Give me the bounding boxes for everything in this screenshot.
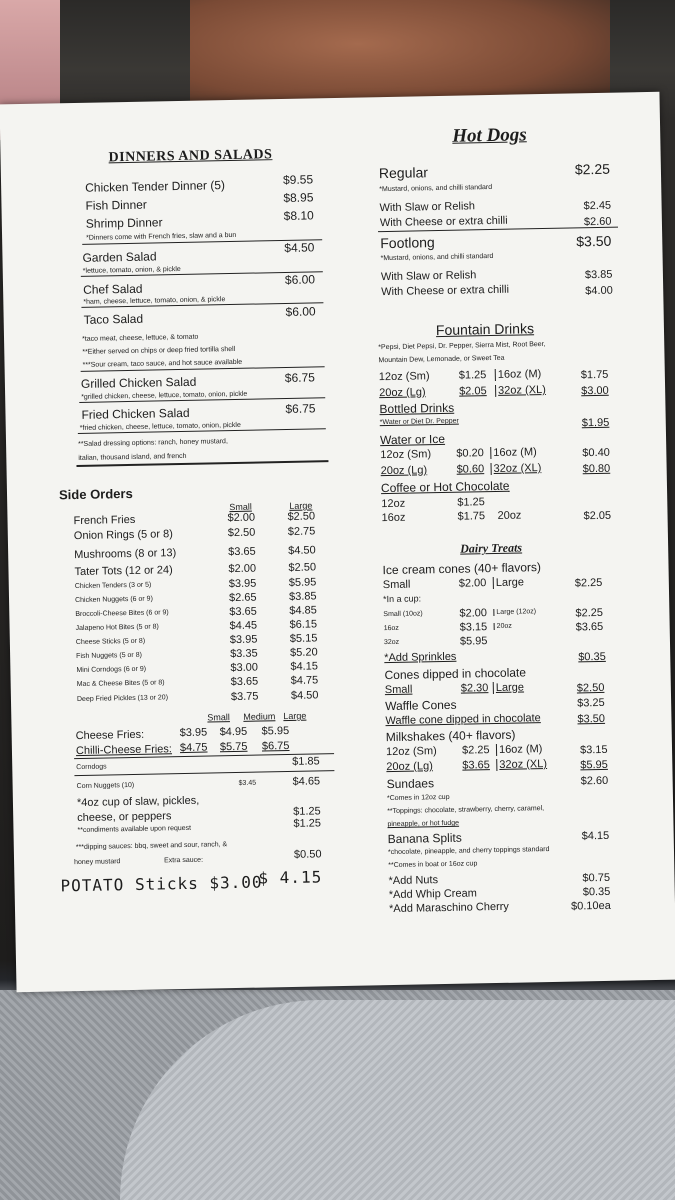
size-label: Small (10oz) [383, 610, 423, 619]
side-item-small-price: $2.65 [228, 591, 257, 605]
side-item-name: French Fries [73, 513, 136, 528]
menu-item-price: $3.95 [179, 726, 208, 740]
menu-item-price: $2.00 [458, 577, 487, 590]
menu-item-price: $4.00 [585, 284, 613, 298]
menu-item-name: *Add Sprinkles [384, 650, 457, 665]
side-item-large-price: $4.50 [290, 689, 319, 702]
size-label: 20oz (Lg) [386, 760, 433, 774]
side-item-small-price: $3.75 [230, 690, 259, 704]
menu-item-price: $0.60 [456, 463, 485, 476]
menu-item-price: $6.00 [285, 304, 316, 319]
side-item-name: Fish Nuggets (5 or 8) [76, 651, 142, 661]
menu-item-price: $1.25 [457, 496, 485, 509]
size-label: 12oz (Sm) [385, 745, 437, 759]
side-item-name: Onion Rings (5 or 8) [73, 528, 173, 543]
menu-item-price: $1.25 [458, 369, 487, 382]
side-item-large-price: $5.15 [289, 632, 318, 645]
size-label: 32oz (XL) [491, 462, 542, 475]
col-header-medium: Medium [243, 711, 276, 722]
menu-item-name: *Add Whip Cream [388, 887, 477, 902]
size-label: 16oz (M) [490, 446, 537, 459]
menu-item-name: Waffle Cones [385, 697, 457, 714]
menu-item-price: $3.65 [462, 759, 490, 772]
side-item-name: Mini Corndogs (6 or 9) [76, 665, 147, 675]
menu-item-price: $1.85 [292, 755, 320, 768]
menu-item-price: $2.25 [574, 160, 611, 178]
fountain-title: Fountain Drinks [435, 320, 535, 339]
side-item-small-price: $3.65 [229, 605, 257, 619]
menu-item-name: Shrimp Dinner [85, 215, 163, 231]
honey-mustard: honey mustard [74, 858, 121, 867]
size-label: Small [382, 578, 411, 592]
side-item-name: Tater Tots (12 or 24) [74, 564, 173, 579]
item-note: ***Sour cream, taco sauce, and hot sauce available [82, 358, 243, 369]
menu-item-name: Water or Ice [379, 431, 446, 448]
menu-item-name: Chef Salad [82, 281, 143, 297]
side-item-large-price: $4.85 [289, 604, 317, 617]
side-item-small-price: $2.50 [227, 526, 256, 540]
side-item-small-price: $3.00 [230, 661, 259, 675]
item-note: *taco meat, cheese, lettuce, & tomato [81, 333, 199, 343]
cup-line: *4oz cup of slaw, pickles, [76, 794, 200, 810]
size-label: Large [493, 576, 524, 589]
menu-item-name: *Add Nuts [388, 874, 439, 888]
menu-item-price: $6.00 [284, 272, 316, 287]
menu-item-price: $2.30 [460, 682, 489, 695]
menu-item-price: $2.25 [574, 576, 603, 590]
menu-item-price: $0.35 [578, 650, 606, 664]
menu-item-price: $3.15 [579, 743, 608, 757]
menu-item-name: Regular [378, 164, 429, 182]
menu-item-name: With Cheese or extra chilli [381, 283, 510, 299]
side-item-small-price: $3.65 [230, 675, 259, 689]
menu-item-price: $0.10ea [570, 899, 611, 913]
menu-item-name: Grilled Chicken Salad [80, 374, 197, 391]
menu-item-price: $6.75 [284, 370, 316, 385]
menu-item-price: $2.05 [583, 509, 612, 523]
size-label: 32oz (XL) [496, 758, 547, 771]
menu-item-name: Ice cream cones (40+ flavors) [382, 560, 542, 578]
side-item-large-price: $4.75 [290, 674, 319, 687]
menu-item-price: $0.75 [582, 871, 611, 885]
col-header-large: Large [289, 500, 313, 511]
menu-item-price: $8.95 [283, 190, 314, 205]
item-note: *Water or Diet Dr. Pepper [379, 417, 459, 427]
extra-sauce-label: Extra sauce: [164, 856, 204, 865]
menu-item-name: Chilli-Cheese Fries: [75, 743, 173, 758]
side-item-small-price: $2.00 [227, 511, 256, 525]
dinner-note: *Dinners come with French fries, slaw and a bun [86, 231, 237, 242]
item-note: pineapple, or hot fudge [387, 819, 460, 829]
condiments-note: **condiments available upon request [77, 824, 192, 835]
menu-item-name: Taco Salad [83, 311, 144, 327]
menu-item-price: $1.75 [457, 510, 486, 523]
menu-item-price: $0.80 [582, 462, 611, 476]
menu-item-price: $1.75 [580, 368, 609, 382]
side-item-large-price: $5.20 [290, 646, 318, 659]
menu-item-price: $4.95 [219, 725, 248, 739]
size-label: Small [384, 683, 413, 697]
side-item-name: Mac & Cheese Bites (5 or 8) [76, 679, 165, 689]
menu-item-price: $1.25 [293, 817, 322, 830]
menu-item-price: $0.50 [293, 848, 322, 861]
dinners-title: DINNERS AND SALADS [108, 147, 273, 166]
menu-item-name: Banana Splits [387, 830, 462, 847]
side-item-small-price: $4.45 [229, 619, 258, 633]
item-note: *grilled chicken, cheese, lettuce, tomato, onion, pickle [81, 390, 248, 401]
side-item-large-price: $2.50 [287, 510, 316, 523]
menu-item-name: Bottled Drinks [379, 400, 455, 417]
menu-item-price: $0.40 [582, 446, 610, 460]
size-label: 12oz (Sm) [380, 448, 432, 462]
side-item-name: Chicken Tenders (3 or 5) [74, 581, 152, 591]
size-label: 32oz [383, 638, 400, 647]
size-label: Large [493, 681, 524, 694]
side-item-large-price: $5.95 [288, 576, 317, 589]
menu-item-price: $3.85 [584, 268, 613, 282]
side-item-name: Cheese Sticks (5 or 8) [75, 637, 146, 647]
menu-item-price: $5.95 [580, 758, 608, 772]
menu-item-name: Corndogs [76, 763, 107, 772]
menu-item-name: Sundaes [386, 776, 435, 792]
side-orders-title: Side Orders [58, 485, 133, 503]
menu-item-price: $1.25 [293, 805, 321, 818]
menu-item-price: $6.75 [285, 401, 316, 416]
item-note: **Comes in boat or 16oz cup [388, 860, 478, 870]
menu-item-name: *Add Maraschino Cherry [388, 900, 509, 916]
menu-item-price: $9.55 [282, 172, 314, 187]
menu-item-price: $3.50 [576, 232, 612, 250]
side-item-name: Deep Fried Pickles (13 or 20) [76, 694, 169, 704]
item-note: *chocolate, pineapple, and cherry toppings standard [387, 845, 550, 857]
size-label: 12oz (Sm) [378, 370, 430, 384]
menu-item-name: Fried Chicken Salad [81, 405, 190, 422]
dressing-note: italian, thousand island, and french [78, 452, 187, 462]
menu-item-name: Cones dipped in chocolate [384, 665, 527, 683]
menu-item-price: $6.75 [261, 739, 290, 753]
menu-item-name: Cheese Fries: [75, 728, 145, 743]
menu-item-price: $5.95 [459, 635, 488, 648]
size-label: 16oz (M) [495, 368, 542, 381]
menu-item-price: $5.95 [261, 724, 290, 738]
dairy-title: Dairy Treats [460, 540, 523, 556]
side-item-large-price: $2.75 [287, 525, 316, 538]
item-note: *Mustard, onions, and chilli standard [379, 183, 493, 194]
size-label: 20oz (Lg) [379, 386, 426, 400]
menu-item-price: $5.75 [219, 740, 248, 754]
menu-sheet [0, 92, 675, 993]
menu-item-name: Garden Salad [82, 249, 157, 265]
size-label: 16oz [381, 511, 406, 525]
menu-item-price: $1.95 [581, 416, 610, 430]
col-header-large: Large [283, 710, 307, 722]
menu-item-price: $3.45 [238, 779, 257, 787]
menu-item-price: $3.00 [581, 384, 609, 398]
menu-item-name: Waffle cone dipped in chocolate [385, 712, 541, 728]
item-note: *Pepsi, Diet Pepsi, Dr. Pepper, Sierra Mist, Root Beer, [378, 340, 546, 352]
menu-item-price: $4.65 [292, 775, 321, 788]
size-label: 20oz (Lg) [380, 464, 428, 478]
size-label: 16oz [383, 624, 399, 633]
dressing-note: **Salad dressing options: ranch, honey mustard, [78, 438, 228, 448]
side-item-name: Broccoli-Cheese Bites (6 or 9) [75, 609, 169, 619]
menu-item-name: With Slaw or Relish [380, 269, 477, 284]
side-item-large-price: $3.85 [288, 590, 317, 603]
side-item-small-price: $3.95 [229, 633, 258, 647]
menu-item-name: Corn Nuggets (10) [76, 781, 135, 791]
size-label: 20oz [494, 623, 512, 630]
side-item-large-price: $4.50 [288, 544, 316, 557]
menu-item-name: Fish Dinner [85, 197, 147, 213]
item-note: *lettuce, tomato, onion, & pickle [82, 265, 181, 275]
side-item-name: Jalapeno Hot Bites (5 or 8) [75, 623, 159, 633]
menu-item-name: With Slaw or Relish [379, 200, 476, 215]
menu-item-price: $8.10 [283, 208, 314, 223]
side-item-small-price: $2.00 [228, 562, 257, 576]
menu-item-price: $2.60 [580, 774, 609, 788]
menu-item-price: $4.50 [284, 240, 315, 255]
col-header-small: Small [207, 712, 230, 723]
handwritten-price: $ 4.15 [258, 867, 323, 888]
menu-item-price: $2.25 [575, 606, 604, 620]
item-note: **Either served on chips or deep fried tortilla shell [82, 345, 236, 356]
side-item-large-price: $6.15 [289, 618, 318, 631]
menu-item-price: $3.15 [459, 621, 488, 634]
size-label: 16oz (M) [496, 743, 543, 756]
menu-item-price: $3.50 [577, 712, 606, 726]
size-label: 32oz (XL) [495, 384, 546, 397]
item-note: *Comes in 12oz cup [386, 793, 450, 803]
item-note: *Mustard, onions, and chilli standard [380, 252, 494, 263]
size-label: 20oz [497, 509, 522, 522]
side-item-large-price: $2.50 [288, 561, 317, 574]
menu-item-name: Chicken Tender Dinner (5) [85, 178, 226, 195]
menu-item-price: $2.60 [583, 215, 612, 229]
hot-dogs-title: Hot Dogs [452, 124, 527, 147]
side-item-large-price: $4.15 [290, 660, 319, 673]
menu-item-name: Milkshakes (40+ flavors) [385, 727, 516, 745]
menu-item-price: $0.20 [456, 447, 484, 460]
item-note: **Toppings: chocolate, strawberry, cherry, caramel, [387, 805, 545, 816]
dipping-note: ***dipping sauces: bbq, sweet and sour, ranch, & [75, 841, 228, 852]
item-note: Mountain Dew, Lemonade, or Sweet Tea [378, 354, 505, 365]
menu-item-price: $4.15 [581, 829, 610, 843]
item-note: *fried chicken, cheese, lettuce, tomato, onion, pickle [79, 421, 241, 432]
cup-label: *In a cup: [383, 593, 422, 605]
side-item-small-price: $3.95 [228, 577, 257, 591]
size-label: Large (12oz) [493, 608, 536, 616]
menu-item-price: $2.05 [459, 385, 487, 398]
side-item-name: Chicken Nuggets (6 or 9) [75, 595, 153, 605]
size-label: 12oz [381, 497, 406, 511]
menu-item-price: $2.00 [459, 607, 488, 620]
menu-item-price: $3.25 [577, 696, 605, 710]
side-item-name: Mushrooms (8 or 13) [74, 547, 177, 562]
menu-item-price: $2.45 [583, 199, 612, 213]
menu-item-price: $2.50 [576, 681, 605, 695]
menu-item-price: $2.25 [461, 744, 490, 757]
item-note: *ham, cheese, lettuce, tomato, onion, & pickle [83, 296, 226, 306]
menu-item-name: Footlong [380, 234, 435, 252]
cup-line: cheese, or peppers [77, 810, 172, 825]
side-item-small-price: $3.35 [230, 647, 258, 661]
menu-item-price: $4.75 [179, 741, 208, 755]
side-item-small-price: $3.65 [228, 545, 256, 559]
handwritten-item: POTATO Sticks $3.00 [60, 872, 263, 896]
menu-item-price: $0.35 [582, 885, 611, 899]
col-header-small: Small [229, 501, 252, 513]
menu-item-name: With Cheese or extra chilli [379, 214, 508, 230]
menu-item-name: Coffee or Hot Chocolate [380, 478, 510, 496]
menu-item-price: $3.65 [575, 620, 604, 634]
